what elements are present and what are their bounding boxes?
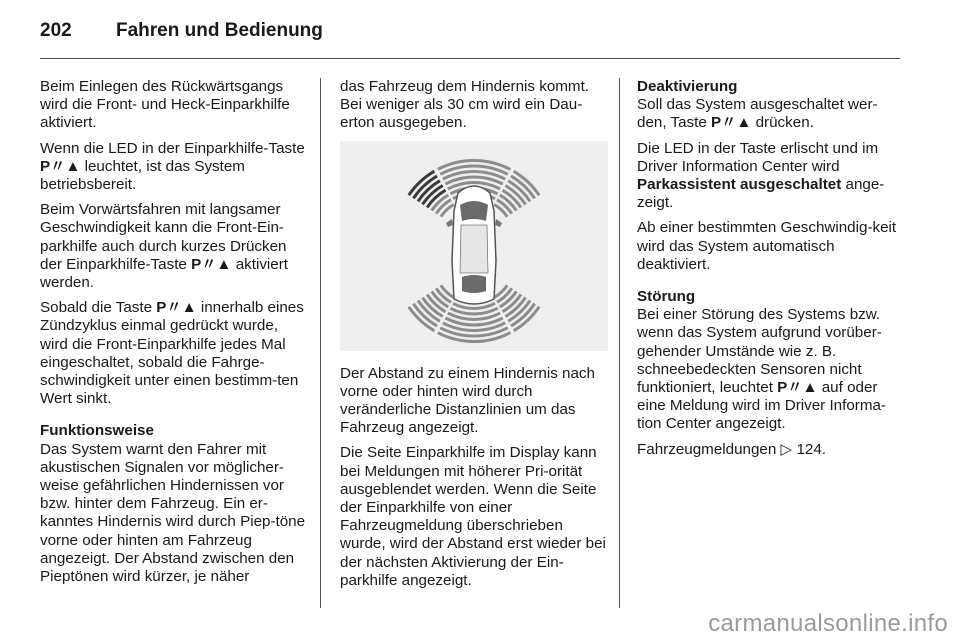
rear-distance-line (409, 306, 435, 330)
paragraph: Störung Bei einer Störung des Systems bzw. wenn das System aufgrund vorüber-gehender Umstände wie z. B. schneebedeckten Sensoren nicht funktioniert, leuchtet P〃▲ auf oder eine Meldung wird im Driver Informa-tion Center angezeigt. (637, 288, 905, 434)
column-2 (340, 78, 608, 597)
column-divider-1 (320, 78, 321, 608)
parking-distance-figure (340, 141, 608, 351)
page-number: 202 (40, 20, 72, 41)
paragraph: Fahrzeugmeldungen ▷ 124. (637, 440, 827, 458)
paragraph: Deaktivierung Soll das System ausgeschaltet wer-den, Taste P〃▲ drücken. (637, 78, 905, 133)
header-rule (40, 58, 900, 59)
page-header (40, 20, 323, 42)
paragraph: Beim Einlegen des Rückwärtsgangs wird die Front- und Heck-Einparkhilfe aktiviert. (40, 78, 290, 132)
car-with-distance-lines (340, 141, 608, 351)
page-reference-link[interactable]: 124 (796, 440, 822, 458)
parking-assist-key-icon: P〃▲ (191, 255, 232, 273)
paragraph: das Fahrzeug dem Hindernis kommt. Bei weniger als 30 cm wird ein Dau-erton ausgegeben. (340, 78, 590, 132)
paragraph: Die LED in der Taste erlischt und im Driver Information Center wird Parkassistent ausgeschaltet ange-zeigt. (637, 139, 885, 212)
column-3 (637, 78, 905, 466)
page-title: Fahren und Bedienung (116, 20, 323, 41)
watermark: carmanualsonline.info (708, 610, 948, 637)
parking-assist-key-icon: P〃▲ (40, 157, 81, 175)
page-reference-arrow-icon: ▷ (780, 440, 797, 458)
paragraph: Die Seite Einparkhilfe im Display kann bei Meldungen mit höherer Pri-orität ausgeblendet werden. Wenn die Seite der Einparkhilfe von einer Fahrzeugmeldung überschrieben wurde, wird der Abstand erst wieder bei der nächsten Aktivierung der Ein-parkhilfe angezeigt. (340, 444, 606, 589)
section-heading: Störung (637, 288, 696, 306)
paragraph: Der Abstand zu einem Hindernis nach vorne oder hinten wird durch veränderliche Distanzlinien um das Fahrzeug angezeigt. (340, 364, 595, 437)
front-distance-line (409, 171, 435, 195)
paragraph: Sobald die Taste P〃▲ innerhalb eines Zündzyklus einmal gedrückt wurde, wird die Front-Einparkhilfe jedes Mal eingeschaltet, sobald die Fahrge-schwindigkeit unter einen bestimm-ten Wert sinkt. (40, 299, 304, 408)
rear-distance-line (514, 306, 540, 330)
car-icon (446, 186, 502, 304)
parking-assist-key-icon: P〃▲ (777, 379, 818, 397)
front-distance-line (514, 171, 540, 195)
paragraph: Wenn die LED in der Einparkhilfe-Taste P〃▲ leuchtet, ist das System betriebsbereit. (40, 139, 305, 194)
paragraph: Beim Vorwärtsfahren mit langsamer Geschwindigkeit kann die Front-Ein-parkhilfe auch durch kurzes Drücken der Einparkhilfe-Taste P〃▲ aktiviert werden. (40, 201, 289, 292)
parking-assist-key-icon: P〃▲ (711, 114, 752, 132)
paragraph: Ab einer bestimmten Geschwindig-keit wird das System automatisch deaktiviert. (637, 219, 897, 273)
paragraph: Funktionsweise Das System warnt den Fahrer mit akustischen Signalen vor möglicher-weise gefährlichen Hindernissen vor bzw. hinter dem Fahrzeug. Ein er-kanntes Hindernis wird durch Piep-töne vorne oder hinten am Fahrzeug angezeigt. Der Abstand zwischen den Pieptönen wird kürzer, je näher (40, 422, 308, 586)
display-message: Parkassistent ausgeschaltet (637, 176, 842, 194)
column-1 (40, 78, 308, 593)
section-heading: Deaktivierung (637, 78, 738, 95)
column-divider-2 (619, 78, 620, 608)
section-heading: Funktionsweise (40, 422, 154, 440)
parking-assist-key-icon: P〃▲ (156, 299, 197, 317)
